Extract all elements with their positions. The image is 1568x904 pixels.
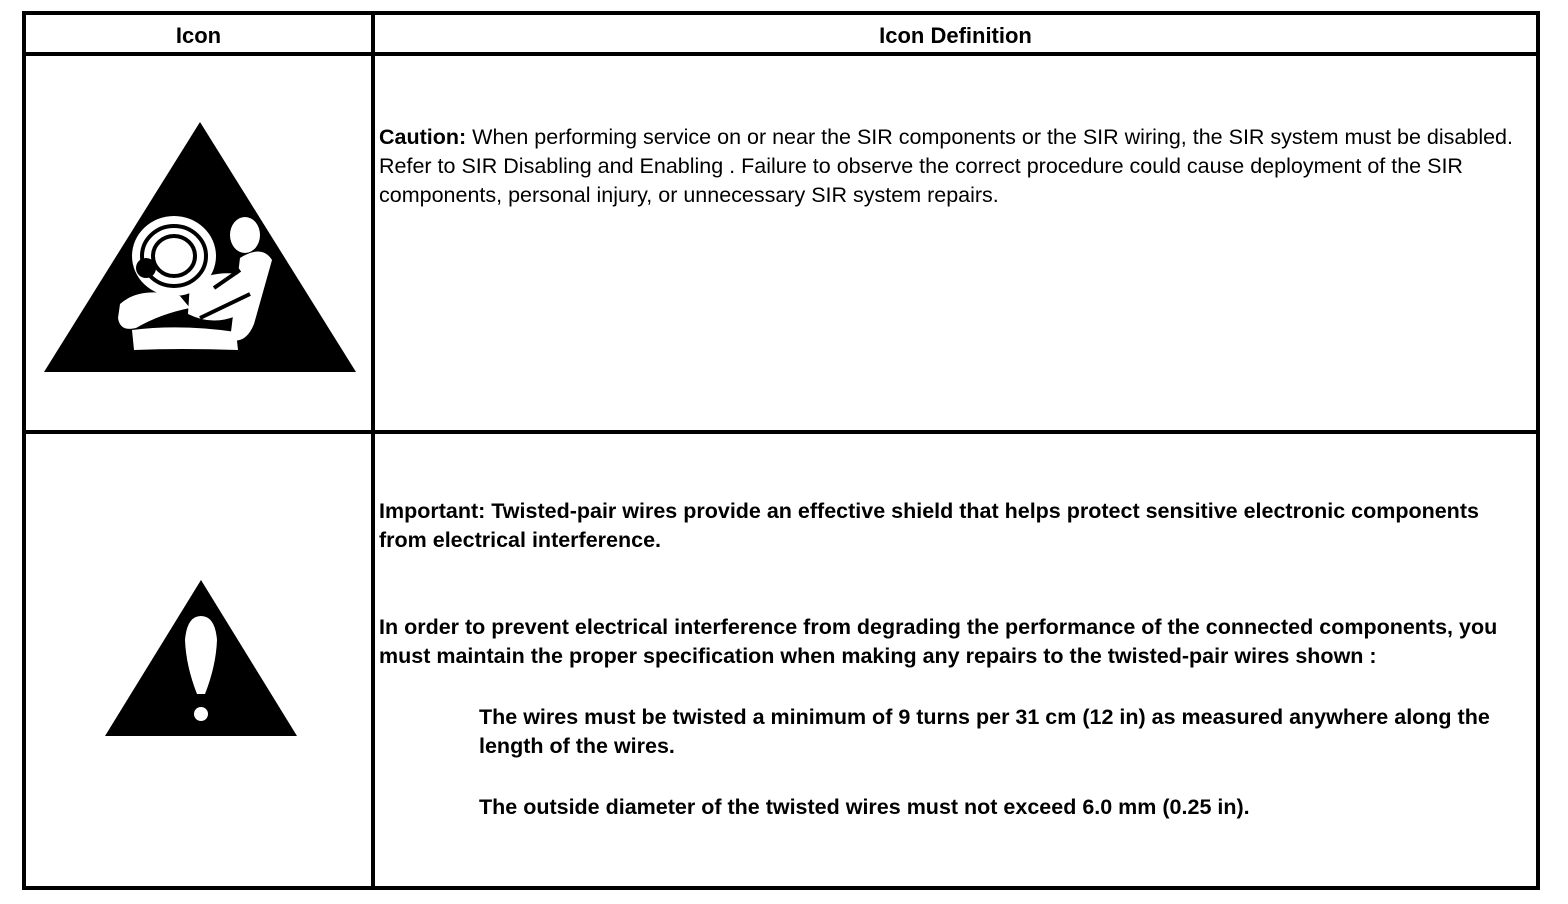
table-header-row: [26, 15, 1536, 56]
header-icon-definition: Icon Definition: [879, 23, 1032, 48]
caution-label: Caution:: [379, 125, 467, 149]
table-row-1-icon-cell: [26, 56, 371, 430]
airbag-caution-icon: [40, 118, 360, 378]
icon-definition-table: [22, 11, 1540, 890]
caution-paragraph: [379, 123, 1529, 210]
prevent-interference-paragraph: In order to prevent electrical interference from degrading the performance of the connected components, you must maintain the proper specification when making any repairs to the twisted-pair wires shown :: [379, 615, 1498, 668]
twist-spec-item: The wires must be twisted a minimum of 9 turns per 31 cm (12 in) as measured anywhere along the length of the wires.: [479, 705, 1490, 758]
header-icon: Icon: [175, 23, 222, 48]
important-paragraph: Important: Twisted-pair wires provide an effective shield that helps protect sensitive electronic components from electrical interference.: [379, 499, 1479, 552]
column-divider: [371, 15, 375, 886]
diameter-spec-item: The outside diameter of the twisted wires must not exceed 6.0 mm (0.25 in).: [479, 795, 1250, 819]
caution-text: When performing service on or near the SIR components or the SIR wiring, the SIR system must be disabled. Refer to SIR Disabling and Enabling . Failure to observe the correct procedure could cause deployment of the SIR components, personal injury, or unnecessary SIR system repairs.: [379, 125, 1513, 207]
table-row-2-icon-cell: [26, 434, 371, 886]
table-row-1-definition: [379, 123, 1529, 210]
exclamation-warning-icon: [101, 578, 301, 738]
table-row-2-definition: [379, 497, 1529, 822]
